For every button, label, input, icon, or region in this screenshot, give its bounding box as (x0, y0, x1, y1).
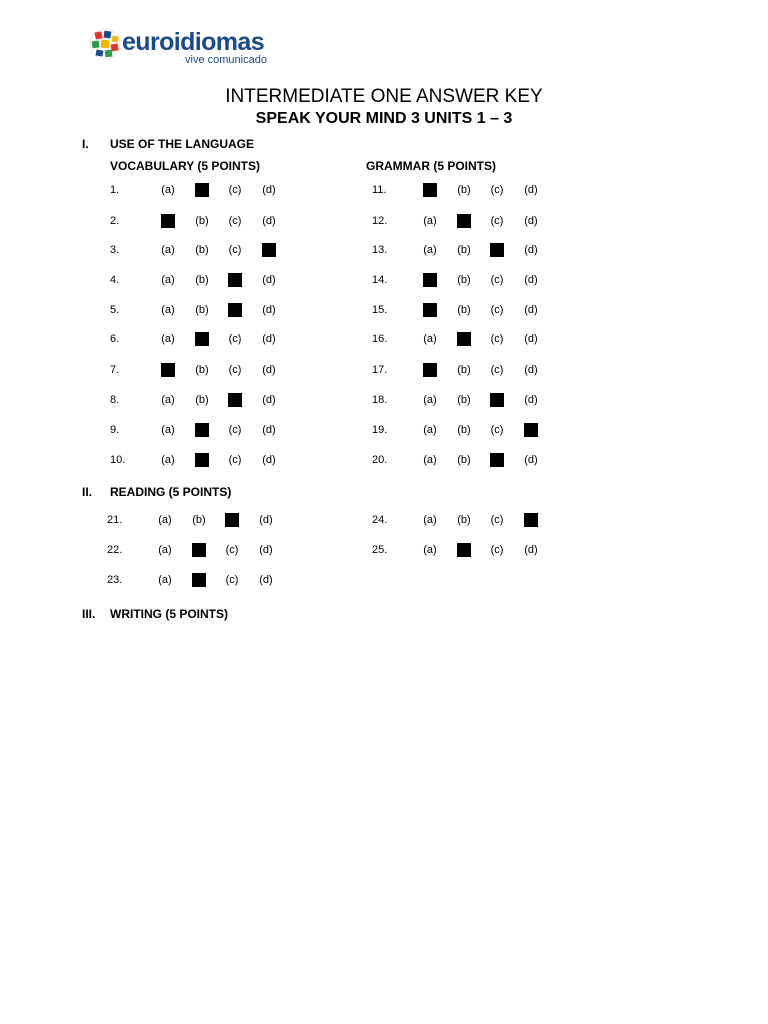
option-d (523, 392, 539, 408)
option-label: (d) (262, 215, 276, 227)
option-label: (a) (161, 184, 175, 196)
selected-answer-b (456, 213, 472, 229)
question-number: 18. (372, 394, 388, 406)
question-number: 23. (107, 574, 123, 586)
question-number: 1. (110, 184, 120, 196)
option-label: (d) (262, 454, 276, 466)
answer-row (110, 182, 350, 198)
question-number: 4. (110, 274, 120, 286)
answer-row (372, 452, 612, 468)
option-label: (d) (524, 544, 538, 556)
filled-answer-box (524, 423, 538, 437)
question-number: 6. (110, 333, 120, 345)
filled-answer-box (228, 303, 242, 317)
option-d (258, 512, 274, 528)
option-a (422, 331, 438, 347)
option-label: (b) (457, 244, 471, 256)
option-b (456, 422, 472, 438)
option-label: (c) (490, 544, 504, 556)
option-c (227, 422, 243, 438)
option-b (456, 302, 472, 318)
option-label: (b) (457, 424, 471, 436)
logo-wordmark: euroidiomas (122, 28, 265, 56)
filled-answer-box (195, 453, 209, 467)
option-label: (d) (262, 333, 276, 345)
option-b (456, 452, 472, 468)
answer-row (110, 362, 350, 378)
option-label: (b) (457, 274, 471, 286)
filled-answer-box (195, 332, 209, 346)
selected-answer-b (191, 542, 207, 558)
answer-row (110, 331, 350, 347)
selected-answer-d (261, 242, 277, 258)
option-label: (b) (195, 215, 209, 227)
option-d (523, 242, 539, 258)
option-label: (b) (457, 394, 471, 406)
selected-answer-d (523, 422, 539, 438)
question-number: 16. (372, 333, 388, 345)
option-b (194, 302, 210, 318)
option-a (422, 242, 438, 258)
filled-answer-box (524, 513, 538, 527)
answer-row (372, 362, 612, 378)
option-label: (c) (490, 364, 504, 376)
option-c (227, 452, 243, 468)
option-label: (d) (524, 215, 538, 227)
globe-logo-icon (89, 28, 121, 60)
option-label: (a) (161, 424, 175, 436)
option-label: (a) (158, 574, 172, 586)
option-a (160, 182, 176, 198)
option-b (194, 242, 210, 258)
selected-answer-b (456, 542, 472, 558)
selected-answer-a (422, 272, 438, 288)
option-label: (d) (262, 184, 276, 196)
option-b (194, 362, 210, 378)
answer-row (107, 542, 347, 558)
option-a (160, 392, 176, 408)
option-a (157, 542, 173, 558)
option-label: (d) (524, 274, 538, 286)
option-label: (d) (262, 364, 276, 376)
filled-answer-box (161, 214, 175, 228)
filled-answer-box (262, 243, 276, 257)
option-d (261, 362, 277, 378)
option-c (227, 182, 243, 198)
option-label: (d) (262, 424, 276, 436)
filled-answer-box (228, 393, 242, 407)
selected-answer-b (194, 422, 210, 438)
question-number: 13. (372, 244, 388, 256)
option-label: (a) (161, 333, 175, 345)
option-label: (d) (262, 394, 276, 406)
filled-answer-box (228, 273, 242, 287)
option-a (160, 272, 176, 288)
option-label: (d) (262, 274, 276, 286)
selected-answer-a (160, 213, 176, 229)
question-number: 21. (107, 514, 123, 526)
answer-row (372, 512, 612, 528)
option-label: (b) (195, 244, 209, 256)
section-number: I. (82, 137, 89, 151)
section-title: USE OF THE LANGUAGE (110, 137, 255, 151)
answer-row (372, 302, 612, 318)
vocabulary-heading: VOCABULARY (5 POINTS) (110, 159, 261, 173)
question-number: 19. (372, 424, 388, 436)
option-c (227, 331, 243, 347)
option-c (489, 542, 505, 558)
option-d (523, 302, 539, 318)
option-label: (a) (161, 454, 175, 466)
option-label: (a) (423, 244, 437, 256)
selected-answer-b (194, 331, 210, 347)
option-b (456, 242, 472, 258)
selected-answer-c (489, 392, 505, 408)
option-label: (a) (423, 454, 437, 466)
filled-answer-box (490, 453, 504, 467)
filled-answer-box (457, 543, 471, 557)
section-title: READING (5 POINTS) (110, 485, 232, 499)
filled-answer-box (192, 573, 206, 587)
option-label: (d) (524, 394, 538, 406)
selected-answer-b (194, 452, 210, 468)
option-b (456, 182, 472, 198)
page-title: INTERMEDIATE ONE ANSWER KEY (225, 86, 543, 107)
answer-row (372, 242, 612, 258)
option-label: (c) (490, 514, 504, 526)
answer-row (372, 272, 612, 288)
answer-row (110, 392, 350, 408)
option-b (191, 512, 207, 528)
option-label: (d) (262, 304, 276, 316)
grammar-heading: GRAMMAR (5 POINTS) (366, 159, 496, 173)
question-number: 7. (110, 364, 120, 376)
option-label: (a) (423, 514, 437, 526)
filled-answer-box (225, 513, 239, 527)
option-d (523, 213, 539, 229)
option-a (422, 392, 438, 408)
section-title: WRITING (5 POINTS) (110, 607, 228, 621)
option-c (489, 302, 505, 318)
answer-row (110, 242, 350, 258)
option-d (261, 392, 277, 408)
option-label: (d) (259, 544, 273, 556)
option-label: (b) (195, 394, 209, 406)
option-d (261, 182, 277, 198)
option-d (261, 422, 277, 438)
option-label: (a) (161, 394, 175, 406)
option-a (157, 572, 173, 588)
option-d (523, 272, 539, 288)
answer-row (110, 272, 350, 288)
option-label: (a) (158, 544, 172, 556)
option-c (227, 213, 243, 229)
filled-answer-box (423, 363, 437, 377)
option-c (227, 362, 243, 378)
selected-answer-b (194, 182, 210, 198)
option-a (160, 422, 176, 438)
selected-answer-c (227, 392, 243, 408)
answer-row (107, 512, 347, 528)
page-subtitle: SPEAK YOUR MIND 3 UNITS 1 – 3 (255, 110, 513, 127)
option-label: (b) (457, 304, 471, 316)
option-label: (c) (228, 184, 242, 196)
logo-tagline: vive comunicado (185, 54, 267, 66)
option-label: (c) (490, 304, 504, 316)
option-d (523, 331, 539, 347)
option-label: (c) (490, 184, 504, 196)
filled-answer-box (195, 183, 209, 197)
selected-answer-a (422, 302, 438, 318)
question-number: 3. (110, 244, 120, 256)
option-c (224, 542, 240, 558)
answer-row (372, 213, 612, 229)
selected-answer-a (160, 362, 176, 378)
answer-row (107, 572, 347, 588)
selected-answer-b (191, 572, 207, 588)
selected-answer-b (456, 331, 472, 347)
euroidiomas-logo (89, 27, 289, 67)
selected-answer-d (523, 512, 539, 528)
option-b (194, 392, 210, 408)
option-b (456, 362, 472, 378)
filled-answer-box (192, 543, 206, 557)
option-label: (b) (195, 304, 209, 316)
option-label: (d) (524, 364, 538, 376)
option-d (261, 213, 277, 229)
question-number: 9. (110, 424, 120, 436)
answer-row (372, 331, 612, 347)
selected-answer-c (224, 512, 240, 528)
option-c (489, 422, 505, 438)
filled-answer-box (490, 393, 504, 407)
option-label: (a) (161, 244, 175, 256)
option-label: (b) (192, 514, 206, 526)
option-label: (c) (490, 424, 504, 436)
selected-answer-c (227, 302, 243, 318)
question-number: 11. (372, 184, 387, 196)
option-c (489, 213, 505, 229)
option-label: (c) (228, 244, 242, 256)
answer-row (110, 422, 350, 438)
option-d (523, 542, 539, 558)
option-label: (b) (457, 364, 471, 376)
question-number: 15. (372, 304, 388, 316)
filled-answer-box (195, 423, 209, 437)
filled-answer-box (423, 303, 437, 317)
option-d (261, 272, 277, 288)
filled-answer-box (457, 214, 471, 228)
option-b (194, 213, 210, 229)
option-label: (d) (524, 304, 538, 316)
question-number: 24. (372, 514, 388, 526)
option-a (160, 331, 176, 347)
answer-row (372, 392, 612, 408)
option-label: (c) (228, 454, 242, 466)
option-a (157, 512, 173, 528)
option-label: (c) (490, 333, 504, 345)
option-a (160, 452, 176, 468)
selected-answer-a (422, 182, 438, 198)
selected-answer-c (489, 452, 505, 468)
option-b (456, 272, 472, 288)
selected-answer-c (489, 242, 505, 258)
answer-row (372, 182, 612, 198)
option-a (160, 302, 176, 318)
option-label: (d) (524, 333, 538, 345)
option-c (224, 572, 240, 588)
option-a (422, 422, 438, 438)
question-number: 12. (372, 215, 388, 227)
option-c (489, 512, 505, 528)
selected-answer-c (227, 272, 243, 288)
option-label: (a) (161, 274, 175, 286)
answer-row (110, 302, 350, 318)
answer-row (372, 422, 612, 438)
option-a (422, 213, 438, 229)
option-label: (d) (524, 454, 538, 466)
answer-row (110, 213, 350, 229)
option-c (489, 182, 505, 198)
option-label: (a) (423, 215, 437, 227)
option-label: (a) (161, 304, 175, 316)
option-label: (c) (228, 364, 242, 376)
option-d (523, 452, 539, 468)
filled-answer-box (423, 273, 437, 287)
section-number: III. (82, 607, 96, 621)
option-label: (c) (225, 544, 239, 556)
option-label: (a) (423, 424, 437, 436)
option-label: (a) (423, 333, 437, 345)
option-c (489, 272, 505, 288)
option-label: (a) (423, 394, 437, 406)
option-b (194, 272, 210, 288)
question-number: 17. (372, 364, 388, 376)
option-label: (c) (228, 424, 242, 436)
option-d (523, 182, 539, 198)
section-number: II. (82, 485, 93, 499)
option-d (258, 542, 274, 558)
option-label: (c) (228, 215, 242, 227)
option-label: (d) (259, 574, 273, 586)
option-b (456, 512, 472, 528)
option-label: (b) (195, 364, 209, 376)
question-number: 10. (110, 454, 126, 466)
filled-answer-box (457, 332, 471, 346)
option-c (489, 331, 505, 347)
option-b (456, 392, 472, 408)
question-number: 5. (110, 304, 120, 316)
option-label: (b) (457, 184, 471, 196)
option-d (261, 331, 277, 347)
filled-answer-box (161, 363, 175, 377)
answer-row (372, 542, 612, 558)
question-number: 20. (372, 454, 388, 466)
filled-answer-box (423, 183, 437, 197)
option-label: (b) (457, 454, 471, 466)
option-label: (c) (225, 574, 239, 586)
option-label: (d) (524, 244, 538, 256)
option-label: (a) (158, 514, 172, 526)
question-number: 2. (110, 215, 120, 227)
option-d (258, 572, 274, 588)
selected-answer-a (422, 362, 438, 378)
option-label: (c) (490, 215, 504, 227)
option-a (422, 542, 438, 558)
option-a (422, 452, 438, 468)
option-d (261, 302, 277, 318)
option-label: (c) (490, 274, 504, 286)
question-number: 8. (110, 394, 120, 406)
option-d (523, 362, 539, 378)
option-a (160, 242, 176, 258)
option-label: (b) (457, 514, 471, 526)
option-label: (a) (423, 544, 437, 556)
option-c (227, 242, 243, 258)
question-number: 25. (372, 544, 388, 556)
option-label: (c) (228, 333, 242, 345)
option-label: (d) (259, 514, 273, 526)
option-label: (b) (195, 274, 209, 286)
option-c (489, 362, 505, 378)
question-number: 14. (372, 274, 388, 286)
option-a (422, 512, 438, 528)
option-d (261, 452, 277, 468)
question-number: 22. (107, 544, 123, 556)
answer-row (110, 452, 350, 468)
option-label: (d) (524, 184, 538, 196)
filled-answer-box (490, 243, 504, 257)
